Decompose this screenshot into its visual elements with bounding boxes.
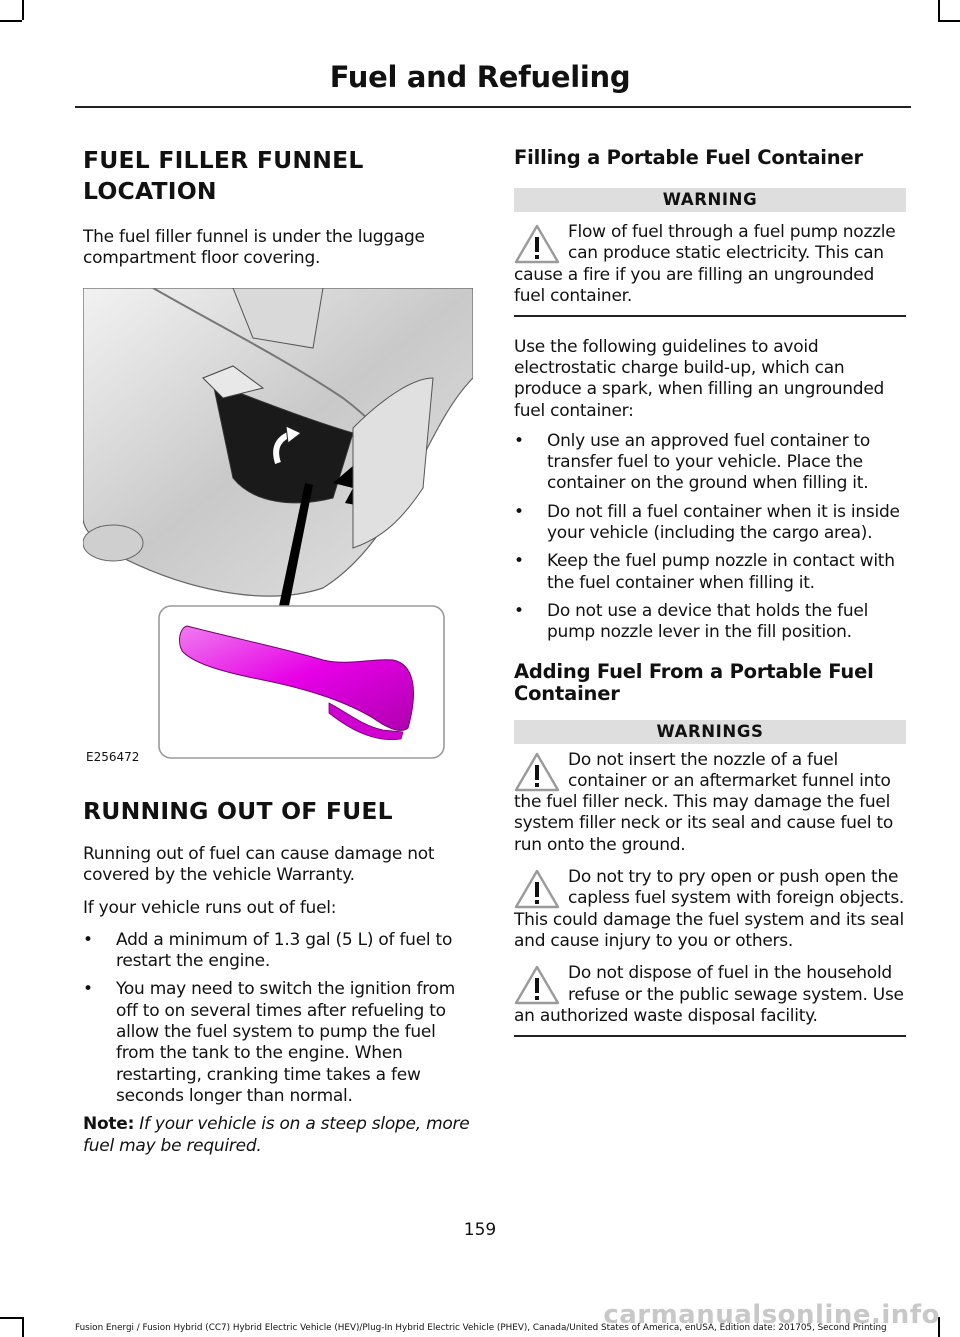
watermark: carmanualsonline.info (603, 1300, 940, 1330)
list-item: • Add a minimum of 1.3 gal (5 L) of fuel to restart the engine. (83, 930, 475, 973)
running-out-text: Running out of fuel can cause damage not covered by the vehicle Warranty. (83, 844, 435, 886)
funnel-location-illustration (83, 288, 473, 763)
adding-fuel-heading: Adding Fuel From a Portable Fuel Container (514, 659, 874, 705)
left-column (83, 145, 475, 270)
publication-footer: Fusion Energi / Fusion Hybrid (CC7) Hybrid Electric Vehicle (HEV)/Plug-In Hybrid Electric Vehicle (PHEV), Canada/United States of America, enUSA, Edition date: 201705, Second Printing (75, 1323, 887, 1333)
crop-mark (938, 0, 940, 20)
guidelines-intro: Use the following guidelines to avoid electrostatic charge build-up, which can produce a spark, when filling an ungrounded fuel container: (514, 336, 885, 421)
figure-reference: E256472 (86, 750, 140, 764)
guidelines-list (514, 431, 906, 644)
warning-triangle-icon (514, 224, 560, 264)
list-item: • You may need to switch the ignition from off to on several times after refueling to allow the fuel system to pump the fuel from the tank to the engine. When restarting, cranking time takes a few seconds longer than normal. (83, 979, 475, 1107)
list-item: • Do not use a device that holds the fuel pump nozzle lever in the fill position. (514, 601, 906, 644)
warning-text: Flow of fuel through a fuel pump nozzle can produce static electricity. This can cause a fire if you are filling an ungrounded fuel container. (514, 222, 896, 306)
list-item: • Keep the fuel pump nozzle in contact with the fuel container when filling it. (514, 551, 906, 594)
page-title: Fuel and Refueling (329, 60, 631, 94)
warning-item (514, 963, 906, 1027)
running-out-section (83, 796, 475, 1157)
note-label: Note: (83, 1114, 135, 1135)
crop-mark (938, 20, 960, 22)
heading-line: FUEL FILLER FUNNEL (83, 146, 364, 174)
note (83, 1114, 475, 1157)
warning-header: WARNING (514, 188, 906, 212)
runs-out-intro: If your vehicle runs out of fuel: (83, 897, 337, 918)
warnings-divider (514, 1035, 906, 1037)
warning-text: Do not dispose of fuel in the household refuse or the public sewage system. Use an authorized waste disposal facility. (514, 963, 904, 1026)
warning-triangle-icon (514, 869, 560, 909)
warning-text: Do not try to pry open or push open the capless fuel system with foreign objects. This could damage the fuel system and its seal and cause injury to you or others. (514, 867, 905, 951)
crop-mark (22, 0, 24, 20)
warning-text: Do not insert the nozzle of a fuel container or an aftermarket funnel into the fuel filler neck. This may damage the fuel system filler neck or its seal and cause fuel to run onto the ground. (514, 749, 894, 855)
list-item: • Only use an approved fuel container to transfer fuel to your vehicle. Place the container on the ground when filling it. (514, 431, 906, 495)
warning-triangle-icon (514, 752, 560, 792)
note-text: If your vehicle is on a steep slope, more fuel may be required. (83, 1114, 470, 1156)
header-divider (75, 106, 911, 108)
crop-mark (22, 1317, 24, 1337)
trunk-illustration (83, 288, 473, 763)
warning-item (514, 750, 906, 856)
runs-out-list (83, 930, 475, 1107)
warning-divider (514, 315, 906, 317)
warnings-header: WARNINGS (514, 720, 906, 744)
page-number: 159 (463, 1220, 497, 1240)
crop-mark (0, 20, 22, 22)
funnel-location-heading (83, 145, 475, 207)
warning-item (514, 222, 906, 307)
crop-mark (0, 1317, 22, 1319)
right-column (514, 145, 906, 1037)
portable-container-heading: Filling a Portable Fuel Container (514, 146, 863, 169)
warning-item (514, 867, 906, 952)
warning-triangle-icon (514, 965, 560, 1005)
heading-line: LOCATION (83, 177, 217, 205)
funnel-location-text: The fuel filler funnel is under the luggage compartment floor covering. (83, 227, 425, 269)
running-out-heading: RUNNING OUT OF FUEL (83, 797, 393, 825)
list-item: • Do not fill a fuel container when it is inside your vehicle (including the cargo area). (514, 502, 906, 545)
